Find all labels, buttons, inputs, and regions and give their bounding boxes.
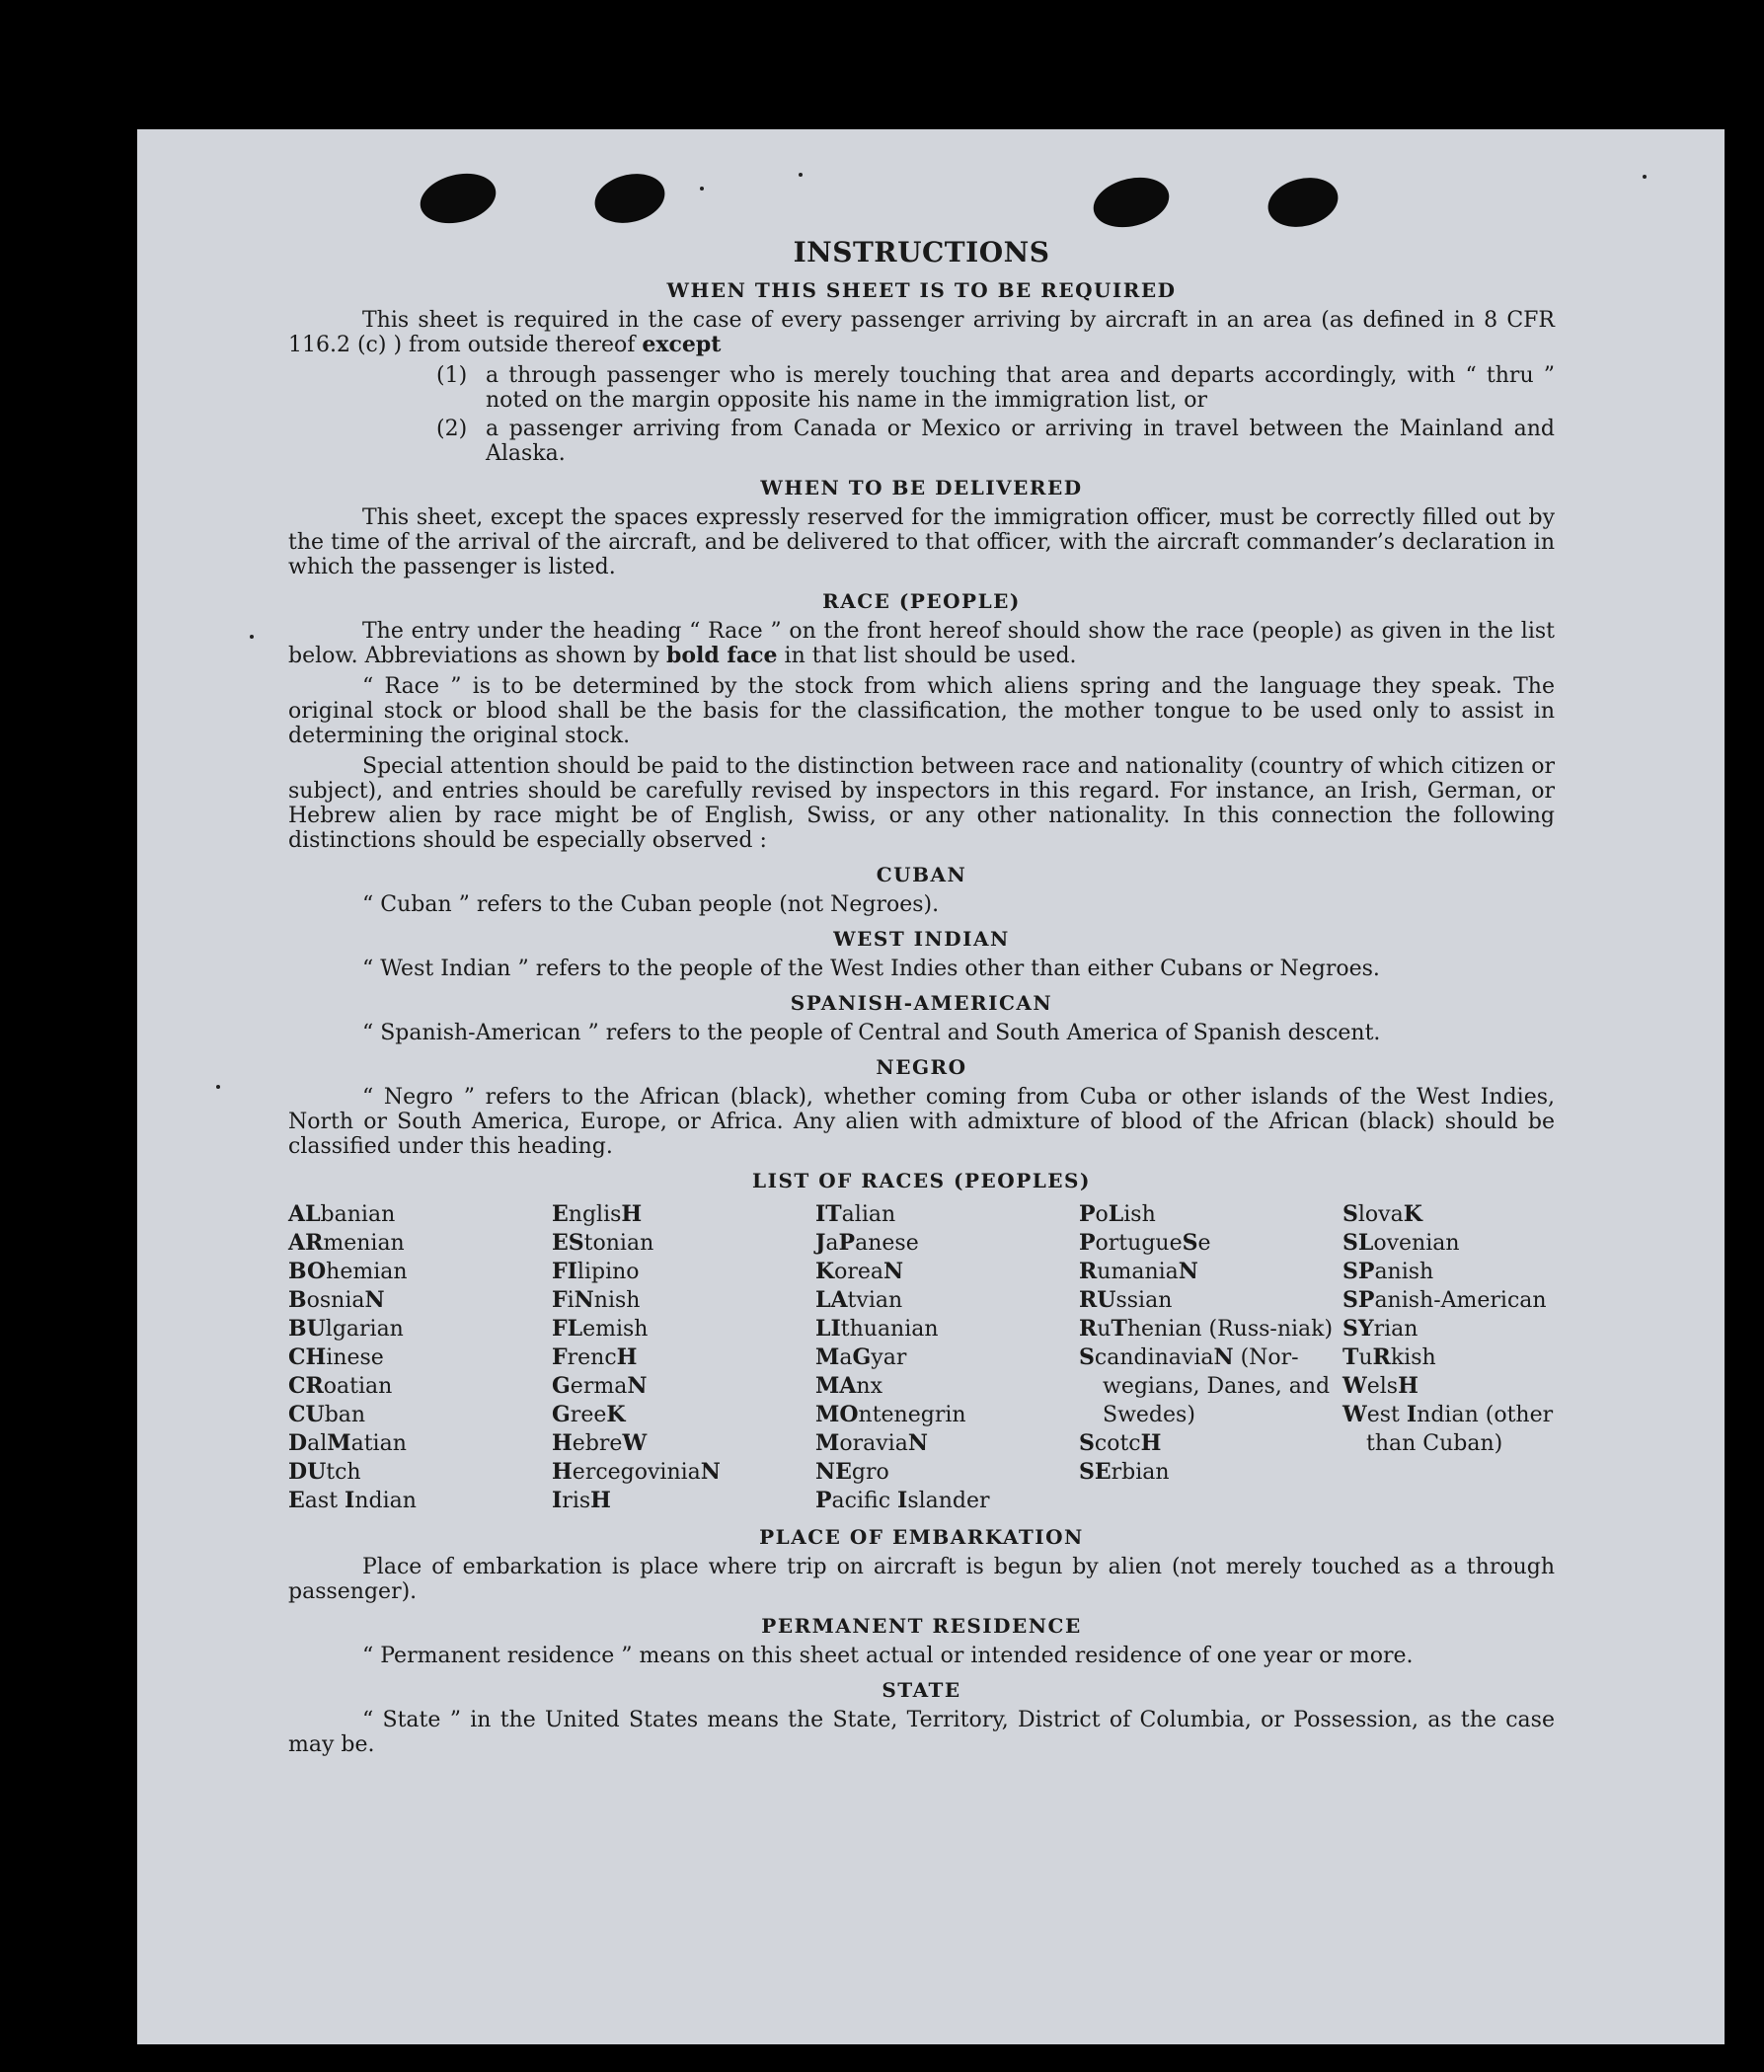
race-column (815, 1200, 1079, 1515)
heading-list-of-races: LIST OF RACES (PEOPLES) (752, 1169, 1091, 1192)
para-race-3: Special attention should be paid to the distinction between race and nationality (country of which citizen or subject), and entries should be carefully revised by inspectors in this regard. For instance, an Irish, German, or Hebrew alien by race might be of English, Swiss, or any other nationality. In this connection the following distinctions should be especially observed : (288, 754, 1555, 853)
content (288, 236, 1555, 1763)
speck (250, 635, 254, 639)
speck (700, 187, 704, 191)
heading-race: RACE (PEOPLE) (822, 589, 1021, 613)
race-entry: BosniaN (288, 1287, 385, 1313)
race-entry: WelsH (1342, 1373, 1419, 1399)
race-entry: SPanish (1342, 1259, 1434, 1284)
heading-negro: NEGRO (876, 1055, 967, 1079)
para-place-of-embarkation: Place of embarkation is place where trip on aircraft is begun by alien (not merely touched as a through passenger). (288, 1555, 1555, 1604)
race-entry: MoraviaN (815, 1430, 928, 1456)
speck (216, 1085, 220, 1089)
race-entry: LIthuanian (815, 1316, 939, 1342)
race-entry: NEgro (815, 1459, 889, 1485)
race-entry: CHinese (288, 1344, 384, 1370)
heading-spanish-american: SPANISH-AMERICAN (790, 991, 1053, 1015)
race-entry: SYrian (1342, 1316, 1419, 1342)
race-entry: CRoatian (288, 1373, 393, 1399)
para-spanish-american: “ Spanish-American ” refers to the people of Central and South America of Spanish descent. (362, 1021, 1381, 1045)
race-entry: SLovenian (1342, 1230, 1460, 1256)
race-entry: PortugueSe (1079, 1230, 1211, 1256)
race-entry: GermaN (552, 1373, 648, 1399)
race-entry: EnglisH (552, 1201, 643, 1227)
exception-item: (2) a passenger arriving from Canada or Mexico or arriving in travel between the Mainland and Alaska. (436, 417, 1555, 466)
race-entry: FrencH (552, 1344, 638, 1370)
race-entry: EStonian (552, 1230, 654, 1256)
heading-west-indian: WEST INDIAN (833, 927, 1010, 951)
race-entry: ALbanian (288, 1201, 396, 1227)
race-entry: SlovaK (1342, 1201, 1422, 1227)
race-list (288, 1200, 1555, 1515)
para-when-delivered: This sheet, except the spaces expressly reserved for the immigration officer, must be correctly filled out by the time of the arrival of the aircraft, and be delivered to that officer, with the aircraft commander’s declaration in which the passenger is listed. (288, 505, 1555, 579)
race-entry: TuRkish (1342, 1344, 1436, 1370)
race-entry: Pacific Islander (815, 1488, 990, 1513)
page-title: INSTRUCTIONS (793, 236, 1050, 269)
para-race-2: “ Race ” is to be determined by the stock from which aliens spring and the language they speak. The original stock or blood shall be the basis for the classification, the mother tongue to be used only to assist in determining the original stock. (288, 674, 1555, 748)
race-entry: PoLish (1079, 1201, 1156, 1227)
heading-state: STATE (882, 1678, 961, 1702)
para-negro: “ Negro ” refers to the African (black), whether coming from Cuba or other islands of the West Indies, North or South America, Europe, or Africa. Any alien with admixture of blood of the African (black) should be classified under this heading. (288, 1085, 1555, 1159)
heading-cuban: CUBAN (876, 863, 967, 886)
race-entry: SErbian (1079, 1459, 1170, 1485)
para-state: “ State ” in the United States means the State, Territory, District of Columbia, or Possession, as the case may be. (288, 1708, 1555, 1757)
race-entry: FiNnish (552, 1287, 641, 1313)
speck (799, 173, 803, 177)
race-entry: HercegoviniaN (552, 1459, 721, 1485)
race-entry: MOntenegrin (815, 1402, 966, 1427)
race-entry: DalMatian (288, 1430, 407, 1456)
punch-hole (415, 166, 500, 230)
race-entry: DUtch (288, 1459, 361, 1485)
punch-hole (589, 167, 669, 230)
race-column (1079, 1200, 1342, 1515)
race-entry: JaPanese (815, 1230, 919, 1256)
race-entry: MaGyar (815, 1344, 907, 1370)
para-west-indian: “ West Indian ” refers to the people of the West Indies other than either Cubans or Negroes. (362, 957, 1380, 981)
race-entry: SPanish-American (1342, 1287, 1547, 1313)
heading-when-required: WHEN THIS SHEET IS TO BE REQUIRED (666, 278, 1177, 302)
race-column (552, 1200, 815, 1515)
heading-permanent-residence: PERMANENT RESIDENCE (761, 1614, 1082, 1638)
race-entry: LAtvian (815, 1287, 903, 1313)
exception-list (436, 363, 1555, 466)
race-entry: GreeK (552, 1402, 626, 1427)
race-entry: FIlipino (552, 1259, 640, 1284)
race-entry: CUban (288, 1402, 366, 1427)
exception-item: (1) a through passenger who is merely touching that area and departs accordingly, with “ thru ” noted on the margin opposite his name in the immigration list, or (436, 363, 1555, 413)
race-entry: KoreaN (815, 1259, 904, 1284)
punch-hole (1263, 171, 1342, 234)
race-entry: East Indian (288, 1488, 417, 1513)
race-entry: MAnx (815, 1373, 882, 1399)
race-entry: IrisH (552, 1488, 611, 1513)
para-permanent-residence: “ Permanent residence ” means on this sheet actual or intended residence of one year or more. (362, 1644, 1414, 1668)
race-entry: ITalian (815, 1201, 896, 1227)
para-when-required: This sheet is required in the case of every passenger arriving by aircraft in an area (as defined in 8 CFR 116.2 (c) ) from outside thereof except (288, 308, 1555, 357)
race-column (1342, 1200, 1606, 1515)
heading-when-delivered: WHEN TO BE DELIVERED (760, 476, 1083, 499)
para-cuban: “ Cuban ” refers to the Cuban people (not Negroes). (362, 892, 940, 917)
race-entry: ScotcH (1079, 1430, 1162, 1456)
race-entry: RuThenian (Russ-niak) (1079, 1316, 1334, 1342)
race-entry: West Indian (other than Cuban) (1342, 1402, 1554, 1456)
race-entry: RumaniaN (1079, 1259, 1198, 1284)
heading-place-of-embarkation: PLACE OF EMBARKATION (759, 1525, 1084, 1549)
race-entry: BOhemian (288, 1259, 408, 1284)
race-entry: ARmenian (288, 1230, 405, 1256)
instruction-sheet (137, 129, 1725, 2044)
para-race-1: The entry under the heading “ Race ” on the front hereof should show the race (people) as given in the list below. Abbreviations as shown by bold face in that list should be used. (288, 619, 1555, 668)
race-entry: RUssian (1079, 1287, 1173, 1313)
race-entry: FLemish (552, 1316, 649, 1342)
punch-hole (1088, 170, 1174, 234)
race-entry: BUlgarian (288, 1316, 404, 1342)
race-entry: HebreW (552, 1430, 648, 1456)
race-entry: ScandinaviaN (Nor-wegians, Danes, and Swedes) (1079, 1344, 1331, 1427)
speck (1643, 175, 1647, 179)
race-column (288, 1200, 552, 1515)
